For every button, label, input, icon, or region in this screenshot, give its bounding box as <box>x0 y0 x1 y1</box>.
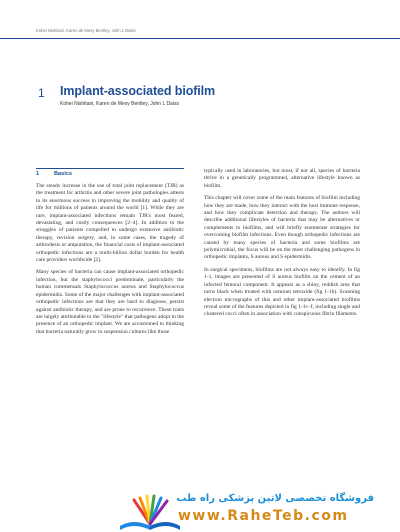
chapter-number: 1 <box>38 86 45 100</box>
watermark-persian-text: فروشگاه تخصصی لاتین پزشکی راه طب <box>176 493 374 504</box>
paragraph: typically used in laboratories, but most, if not all, species of bacteria thrive in a genetically programmed, alternative lifestyle known as biofilm. <box>204 168 360 189</box>
header-rule <box>0 38 400 39</box>
paragraph: Many species of bacteria can cause implant-associated orthopedic infection, but the staphylococci predominate, particularly the human commensals Staphylococcus aureus and Staphylococcus epidermidis. Some of the major challenges with implant-associated orthopedic infections are that they are hard to diagnose, persist against antibiotic therapy, and are prone to recurrence. These traits are largely attributable to the "lifestyle" that pathogens adopt in the presence of an orthopedic implant. We are accustomed to thinking that bacteria naturally grow in suspension cultures like those <box>36 269 184 335</box>
right-column <box>204 168 360 324</box>
chapter-authors: Kohei Nishitani, Karen de Mesy Bentley, John L Daiss <box>60 101 179 107</box>
watermark-url: www.RaheTeb.com <box>178 508 349 524</box>
paragraph: The steady increase in the use of total joint replacement (TJR) as the treatment for arthritis and other severe joint pathologies attests to its enormous success in improving the mobility and quality of life for millions of patients around the world [1]. While they are rare, implant-associated infections remain TJR's most feared, devastating, and costly consequences [2–4]. In addition to the struggles of patients compelled to undergo extensive antibiotic therapy, revision surgery, and, in some cases, the tragedy of arthrodesis or amputation, the financial costs of implant-associated orthopedic infections are a multi-billion dollar burden for health care providers worldwide [2]. <box>36 183 184 264</box>
section-rule <box>36 168 184 169</box>
paragraph: This chapter will cover some of the main features of biofilm including how they are made, how they interact with the host immune response, and how they complicate detection and therapy. The authors will describe additional lifestyles of bacteria that may be alternatives or complements to biofilms, and will briefly enumerate strategies for overcoming biofilm infections. Even though orthopedic infections are caused by many species of bacteria and some biofilms are polymicrobial, the focus will be on the most challenging pathogens in orthopedic implants, S aureus and S epidermidis. <box>204 195 360 261</box>
running-head: Kohei Nishitani, Karen de Mesy Bentley, John L Daiss <box>36 28 136 33</box>
left-column <box>36 183 184 341</box>
chapter-title: Implant-associated biofilm <box>60 84 216 98</box>
section-title: Basics <box>54 171 73 177</box>
section-number: 1 <box>36 171 40 177</box>
section-heading <box>36 171 72 177</box>
paragraph: In surgical specimens, biofilms are not always easy to identify. In fig 1-1, images are presented of S aureus biofilm on the cement of an infected femoral component. It appears as a shiny, reddish area that turns black when treated with osmium tetroxide (fig 1-1b). Scanning electron micrographs of this and other implant-associated biofilms reveal some of the features depicted in fig 1-1c–f, including single and clustered cocci often in association with conspicuous fibrin filaments. <box>204 266 360 318</box>
